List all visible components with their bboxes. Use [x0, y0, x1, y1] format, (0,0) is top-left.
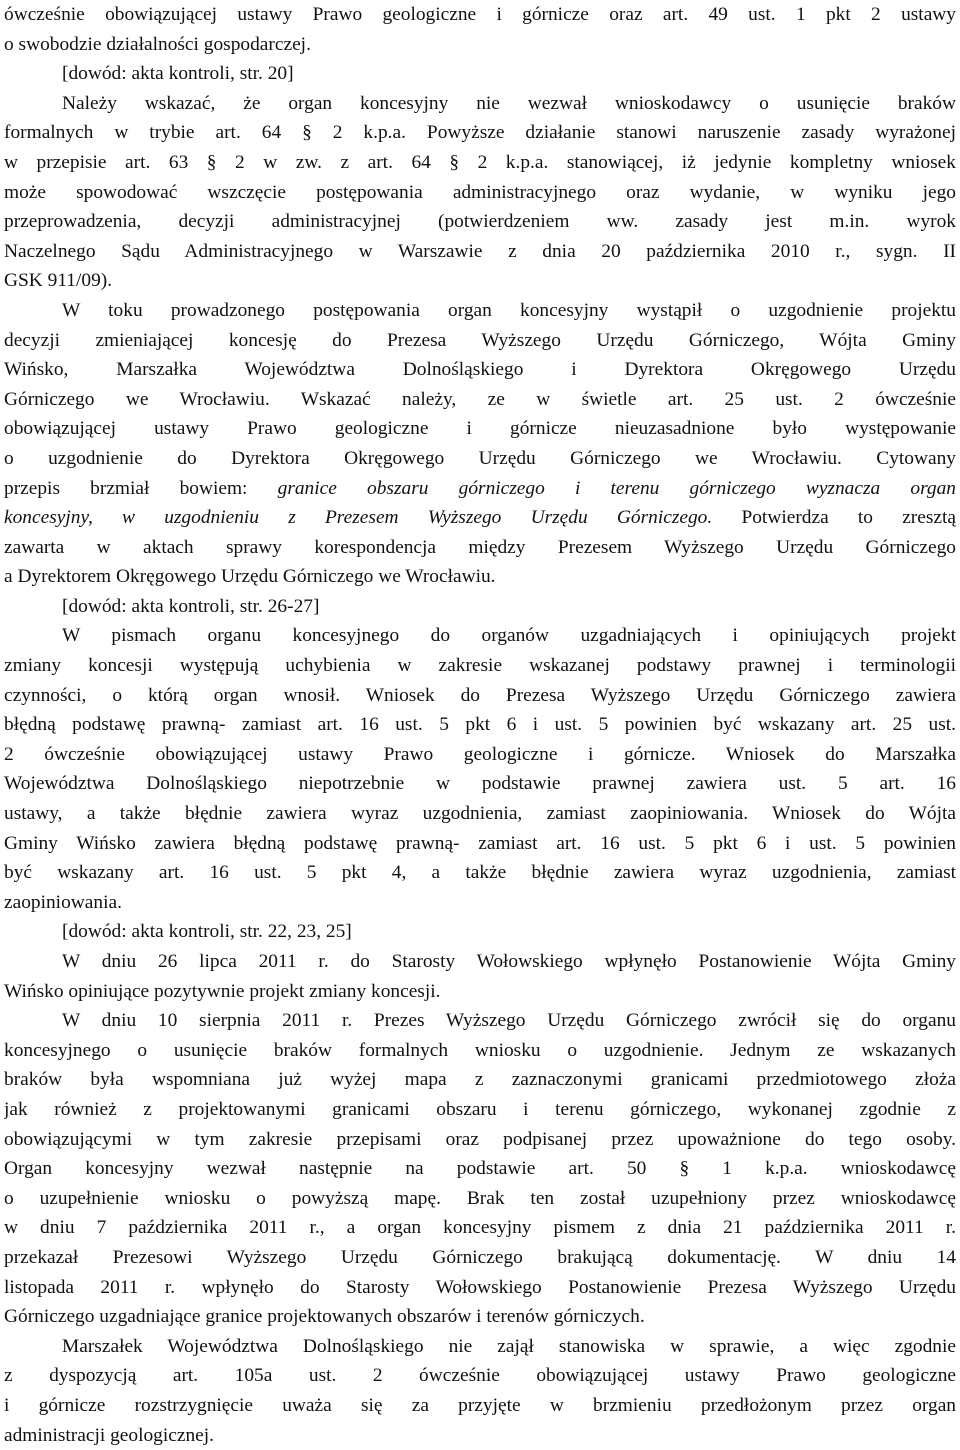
text-line: formalnych w trybie art. 64 § 2 k.p.a. Powyższe działanie stanowi naruszenie zasady wyrażonej — [4, 118, 956, 148]
text-line: braków była wspomniana już wyżej mapa z zaznaczonymi granicami przedmiotowego złoża — [4, 1065, 956, 1095]
text-segment: Potwierdza to zresztą — [712, 507, 956, 528]
text-line: decyzji zmieniającej koncesję do Prezesa Wyższego Urzędu Górniczego, Wójta Gminy — [4, 326, 956, 356]
text-line: w przepisie art. 63 § 2 w zw. z art. 64 § 2 k.p.a. stanowiącej, iż jedynie kompletny wniosek — [4, 148, 956, 178]
text-line: obowiązującej ustawy Prawo geologiczne i górnicze nieuzasadnione było występowanie — [4, 414, 956, 444]
text-line: [dowód: akta kontroli, str. 26-27] — [4, 592, 956, 622]
text-line: Naczelnego Sądu Administracyjnego w Warszawie z dnia 20 października 2010 r., sygn. II — [4, 237, 956, 267]
text-line: Województwa Dolnośląskiego niepotrzebnie w podstawie prawnej zawiera ust. 5 art. 16 — [4, 769, 956, 799]
text-line: W dniu 26 lipca 2011 r. do Starosty Wołowskiego wpłynęło Postanowienie Wójta Gminy — [4, 947, 956, 977]
text-line: ówcześnie obowiązującej ustawy Prawo geologiczne i górnicze oraz art. 49 ust. 1 pkt 2 ustawy — [4, 0, 956, 30]
text-line — [4, 503, 956, 533]
text-line: ustawy, a także błędnie zawiera wyraz uzgodnienia, zamiast zaopiniowania. Wniosek do Wójta — [4, 799, 956, 829]
text-line: przekazał Prezesowi Wyższego Urzędu Górniczego brakującą dokumentację. W dniu 14 — [4, 1243, 956, 1273]
text-line: zawarta w aktach sprawy korespondencja między Prezesem Wyższego Urzędu Górniczego — [4, 533, 956, 563]
text-line: może spowodować wszczęcie postępowania administracyjnego oraz wydanie, w wyniku jego — [4, 178, 956, 208]
document-page — [4, 0, 956, 1450]
text-line: z dyspozycją art. 105a ust. 2 ówcześnie obowiązującej ustawy Prawo geologiczne — [4, 1361, 956, 1391]
text-line: Wińsko, Marszałka Województwa Dolnośląskiego i Dyrektora Okręgowego Urzędu — [4, 355, 956, 385]
text-line: [dowód: akta kontroli, str. 20] — [4, 59, 956, 89]
text-line: w dniu 7 października 2011 r., a organ koncesyjny pismem z dnia 21 października 2011 r. — [4, 1213, 956, 1243]
text-line: o uzupełnienie wniosku o powyższą mapę. Brak ten został uzupełniony przez wnioskodawcę — [4, 1184, 956, 1214]
text-line: W toku prowadzonego postępowania organ koncesyjny wystąpił o uzgodnienie projektu — [4, 296, 956, 326]
text-line: Gminy Wińsko zawiera błędną podstawę prawną- zamiast art. 16 ust. 5 pkt 6 i ust. 5 powinien — [4, 829, 956, 859]
text-line: Marszałek Województwa Dolnośląskiego nie zajął stanowiska w sprawie, a więc zgodnie — [4, 1332, 956, 1362]
quoted-italic-text: granice obszaru górniczego i terenu górniczego wyznacza organ — [278, 478, 956, 499]
text-line: administracji geologicznej. — [4, 1421, 956, 1450]
text-line: 2 ówcześnie obowiązującej ustawy Prawo geologiczne i górnicze. Wniosek do Marszałka — [4, 740, 956, 770]
text-line: i górnicze rozstrzygnięcie uważa się za przyjęte w brzmieniu przedłożonym przez organ — [4, 1391, 956, 1421]
text-line: jak również z projektowanymi granicami obszaru i terenu górniczego, wykonanej zgodnie z — [4, 1095, 956, 1125]
text-line: błędną podstawę prawną- zamiast art. 16 ust. 5 pkt 6 i ust. 5 powinien być wskazany art. 25 ust. — [4, 710, 956, 740]
text-line: W pismach organu koncesyjnego do organów uzgadniających i opiniujących projekt — [4, 621, 956, 651]
quoted-italic-text: koncesyjny, w uzgodnieniu z Prezesem Wyższego Urzędu Górniczego. — [4, 507, 712, 528]
text-line: przeprowadzenia, decyzji administracyjnej (potwierdzeniem ww. zasady jest m.in. wyrok — [4, 207, 956, 237]
text-line: o swobodzie działalności gospodarczej. — [4, 30, 956, 60]
text-line: być wskazany art. 16 ust. 5 pkt 4, a także błędnie zawiera wyraz uzgodnienia, zamiast — [4, 858, 956, 888]
text-line: [dowód: akta kontroli, str. 22, 23, 25] — [4, 917, 956, 947]
text-line: listopada 2011 r. wpłynęło do Starosty Wołowskiego Postanowienie Prezesa Wyższego Urzędu — [4, 1273, 956, 1303]
text-line: Należy wskazać, że organ koncesyjny nie wezwał wnioskodawcy o usunięcie braków — [4, 89, 956, 119]
text-line: Górniczego uzgadniające granice projektowanych obszarów i terenów górniczych. — [4, 1302, 956, 1332]
text-line: W dniu 10 sierpnia 2011 r. Prezes Wyższego Urzędu Górniczego zwrócił się do organu — [4, 1006, 956, 1036]
text-line: Organ koncesyjny wezwał następnie na podstawie art. 50 § 1 k.p.a. wnioskodawcę — [4, 1154, 956, 1184]
text-line: Górniczego we Wrocławiu. Wskazać należy, ze w świetle art. 25 ust. 2 ówcześnie — [4, 385, 956, 415]
text-line: a Dyrektorem Okręgowego Urzędu Górniczego we Wrocławiu. — [4, 562, 956, 592]
text-line: zaopiniowania. — [4, 888, 956, 918]
text-line — [4, 474, 956, 504]
text-line: koncesyjnego o usunięcie braków formalnych wniosku o uzgodnienie. Jednym ze wskazanych — [4, 1036, 956, 1066]
text-line: Wińsko opiniujące pozytywnie projekt zmiany koncesji. — [4, 977, 956, 1007]
text-segment: przepis brzmiał bowiem: — [4, 478, 278, 499]
text-line: zmiany koncesji występują uchybienia w zakresie wskazanej podstawy prawnej i terminologii — [4, 651, 956, 681]
text-line: obowiązującymi w tym zakresie przepisami oraz podpisanej przez upoważnione do tego osoby. — [4, 1125, 956, 1155]
text-line: czynności, o którą organ wnosił. Wniosek do Prezesa Wyższego Urzędu Górniczego zawiera — [4, 681, 956, 711]
text-line: GSK 911/09). — [4, 266, 956, 296]
text-line: o uzgodnienie do Dyrektora Okręgowego Urzędu Górniczego we Wrocławiu. Cytowany — [4, 444, 956, 474]
